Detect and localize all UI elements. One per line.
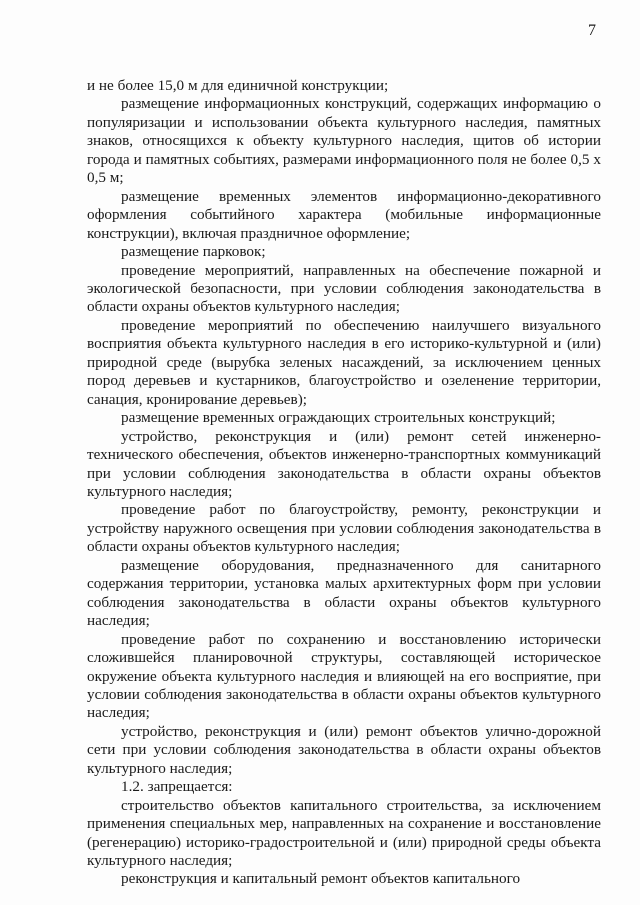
paragraph-outdoor-lighting: проведение работ по благоустройству, ремонту, реконструкции и устройству наружного освещения при условии соблюдения законодательства в области охраны объектов культурного наследия; [87,501,601,556]
paragraph-fire-safety: проведение мероприятий, направленных на обеспечение пожарной и экологической безопасности, при условии соблюдения законодательства в области охраны объектов культурного наследия; [87,261,601,316]
paragraph-temporary-fences: размещение временных ограждающих строительных конструкций; [121,409,556,427]
paragraph-info-constructions: размещение информационных конструкций, содержащих информацию о популяризации и использовании объекта культурного наследия, памятных знаков, относящихся к объекту культурного наследия, щитов об истории города и памятных событиях, размерами информационного поля не более 0,5 х 0,5 м; [87,95,601,187]
paragraph-visual-perception: проведение мероприятий по обеспечению наилучшего визуального восприятия объекта культурного наследия в его историко-культурной и (или) природной среде (вырубка зеленых насаждений, за исключением ценных пород деревьев и кустарников, благоустройство и озеленение территории, санация, кронирование деревьев); [87,316,601,408]
paragraph-planning-structure: проведение работ по сохранению и восстановлению исторически сложившейся планировочной структуры, составляющей историческое окружение объекта культурного наследия и влияющей на его восприятие, при условии соблюдения законодательства в области охраны объектов культурного наследия; [87,630,601,722]
paragraph-temporary-decor: размещение временных элементов информационно-декоративного оформления событийного характера (мобильные информационные конструкции), включая праздничное оформление; [87,187,601,242]
paragraph-reconstruction: реконструкция и капитальный ремонт объектов капитального [121,870,521,888]
paragraph-sanitary-equipment: размещение оборудования, предназначенного для санитарного содержания территории, установка малых архитектурных форм при условии соблюдения законодательства в области охраны объектов культурного наследия; [87,556,601,630]
paragraph-continuation: и не более 15,0 м для единичной конструкции; [87,77,389,94]
paragraph-engineering-networks: устройство, реконструкция и (или) ремонт сетей инженерно-технического обеспечения, объектов инженерно-транспортных коммуникаций при условии соблюдения законодательства в области охраны объектов культурного наследия; [87,427,601,500]
document-body [87,77,601,889]
paragraph-parking: размещение парковок; [121,243,266,261]
page-number: 7 [588,22,596,39]
section-heading-prohibited: 1.2. запрещается: [121,778,233,796]
paragraph-road-network: устройство, реконструкция и (или) ремонт объектов улично-дорожной сети при условии соблюдения законодательства в области охраны объектов культурного наследия; [87,722,601,777]
paragraph-capital-construction: строительство объектов капитального строительства, за исключением применения специальных мер, направленных на сохранение и восстановление (регенерацию) историко-градостроительной и (или) природной среды объекта культурного наследия; [87,796,601,870]
